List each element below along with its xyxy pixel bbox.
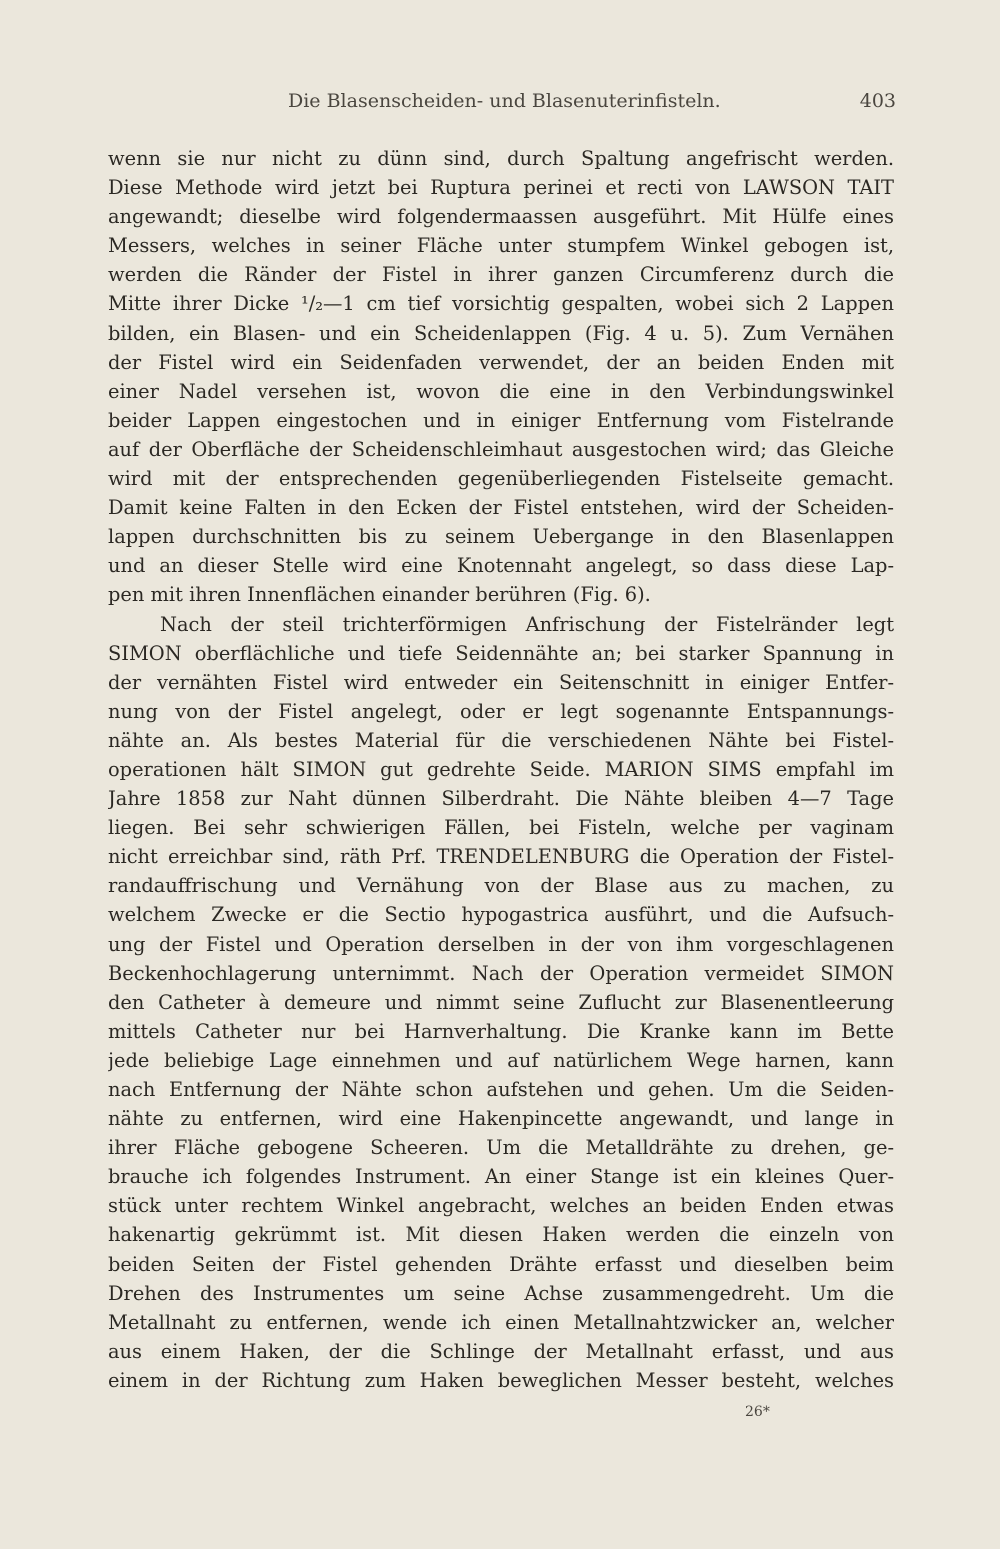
text-line: Beckenhochlagerung unternimmt. Nach der Operation vermeidet SIMON	[108, 961, 894, 985]
text-line: welchem Zwecke er die Sectio hypogastrica ausführt, und die Aufsuch-	[108, 903, 894, 927]
text-line: Damit keine Falten in den Ecken der Fistel entstehen, wird der Scheiden-	[108, 496, 894, 520]
text-line: werden die Ränder der Fistel in ihrer ganzen Circumferenz durch die	[108, 263, 894, 287]
text-line: Jahre 1858 zur Naht dünnen Silberdraht. Die Nähte bleiben 4—7 Tage	[108, 787, 894, 811]
text-line: angewandt; dieselbe wird folgendermaassen ausgeführt. Mit Hülfe eines	[108, 205, 894, 229]
text-line: hakenartig gekrümmt ist. Mit diesen Haken werden die einzeln von	[108, 1223, 894, 1247]
text-line: lappen durchschnitten bis zu seinem Uebergange in den Blasenlappen	[108, 525, 894, 549]
text-line: der vernähten Fistel wird entweder ein Seitenschnitt in einiger Entfer-	[108, 670, 894, 694]
text-line: randauffrischung und Vernähung von der Blase aus zu machen, zu	[108, 874, 894, 898]
text-line: brauche ich folgendes Instrument. An einer Stange ist ein kleines Quer-	[108, 1165, 894, 1189]
running-head: Die Blasenscheiden- und Blasenuterinfisteln.	[288, 90, 721, 112]
text-line: nung von der Fistel angelegt, oder er legt sogenannte Entspannungs-	[108, 699, 894, 723]
text-line: stück unter rechtem Winkel angebracht, welches an beiden Enden etwas	[108, 1194, 894, 1218]
text-line: aus einem Haken, der die Schlinge der Metallnaht erfasst, und aus	[108, 1339, 894, 1363]
text-line: der Fistel wird ein Seidenfaden verwendet, der an beiden Enden mit	[108, 350, 894, 374]
text-line: einer Nadel versehen ist, wovon die eine in den Verbindungswinkel	[108, 379, 894, 403]
text-line: SIMON oberflächliche und tiefe Seidennähte an; bei starker Spannung in	[108, 641, 894, 665]
text-line: pen mit ihren Innenflächen einander berühren (Fig. 6).	[108, 583, 651, 607]
text-line: Diese Methode wird jetzt bei Ruptura perinei et recti von LAWSON TAIT	[108, 176, 894, 200]
text-line: nähte an. Als bestes Material für die verschiedenen Nähte bei Fistel-	[108, 728, 894, 752]
text-line: Metallnaht zu entfernen, wende ich einen Metallnahtzwicker an, welcher	[108, 1310, 894, 1334]
text-line: und an dieser Stelle wird eine Knotennaht angelegt, so dass diese Lap-	[108, 554, 894, 578]
text-line: wenn sie nur nicht zu dünn sind, durch Spaltung angefrischt werden.	[108, 147, 894, 170]
text-line: Drehen des Instrumentes um seine Achse zusammengedreht. Um die	[108, 1281, 894, 1305]
text-line: einem in der Richtung zum Haken beweglichen Messer besteht, welches	[108, 1368, 894, 1392]
text-line: Nach der steil trichterförmigen Anfrischung der Fistelränder legt	[160, 612, 894, 636]
text-line: nach Entfernung der Nähte schon aufstehen und gehen. Um die Seiden-	[108, 1078, 894, 1101]
text-line: beider Lappen eingestochen und in einiger Entfernung vom Fistelrande	[108, 408, 894, 432]
page-number: 403	[859, 90, 896, 112]
text-line: ihrer Fläche gebogene Scheeren. Um die Metalldrähte zu drehen, ge-	[108, 1136, 894, 1160]
text-line: nicht erreichbar sind, räth Prf. TRENDELENBURG die Operation der Fistel-	[108, 845, 894, 869]
text-line: liegen. Bei sehr schwierigen Fällen, bei Fisteln, welche per vaginam	[108, 816, 894, 840]
body-text	[108, 144, 894, 1395]
text-line: jede beliebige Lage einnehmen und auf natürlichem Wege harnen, kann	[108, 1048, 894, 1072]
text-line: Mitte ihrer Dicke ¹/₂—1 cm tief vorsichtig gespalten, wobei sich 2 Lappen	[108, 292, 894, 316]
text-line: ung der Fistel und Operation derselben in der von ihm vorgeschlagenen	[108, 932, 894, 956]
text-line: nähte zu entfernen, wird eine Hakenpincette angewandt, und lange in	[108, 1107, 894, 1131]
text-line: mittels Catheter nur bei Harnverhaltung. Die Kranke kann im Bette	[108, 1019, 894, 1043]
text-line: auf der Oberfläche der Scheidenschleimhaut ausgestochen wird; das Gleiche	[108, 437, 894, 461]
page-header	[108, 90, 896, 120]
text-line: beiden Seiten der Fistel gehenden Drähte erfasst und dieselben beim	[108, 1252, 894, 1276]
text-line: den Catheter à demeure und nimmt seine Zuflucht zur Blasenentleerung	[108, 990, 894, 1014]
text-line: operationen hält SIMON gut gedrehte Seide. MARION SIMS empfahl im	[108, 757, 894, 781]
text-line: Messers, welches in seiner Fläche unter stumpfem Winkel gebogen ist,	[108, 234, 894, 258]
signature-mark: 26*	[745, 1404, 770, 1420]
text-line: wird mit der entsprechenden gegenüberliegenden Fistelseite gemacht.	[108, 467, 894, 491]
text-line: bilden, ein Blasen- und ein Scheidenlappen (Fig. 4 u. 5). Zum Vernähen	[108, 321, 894, 345]
